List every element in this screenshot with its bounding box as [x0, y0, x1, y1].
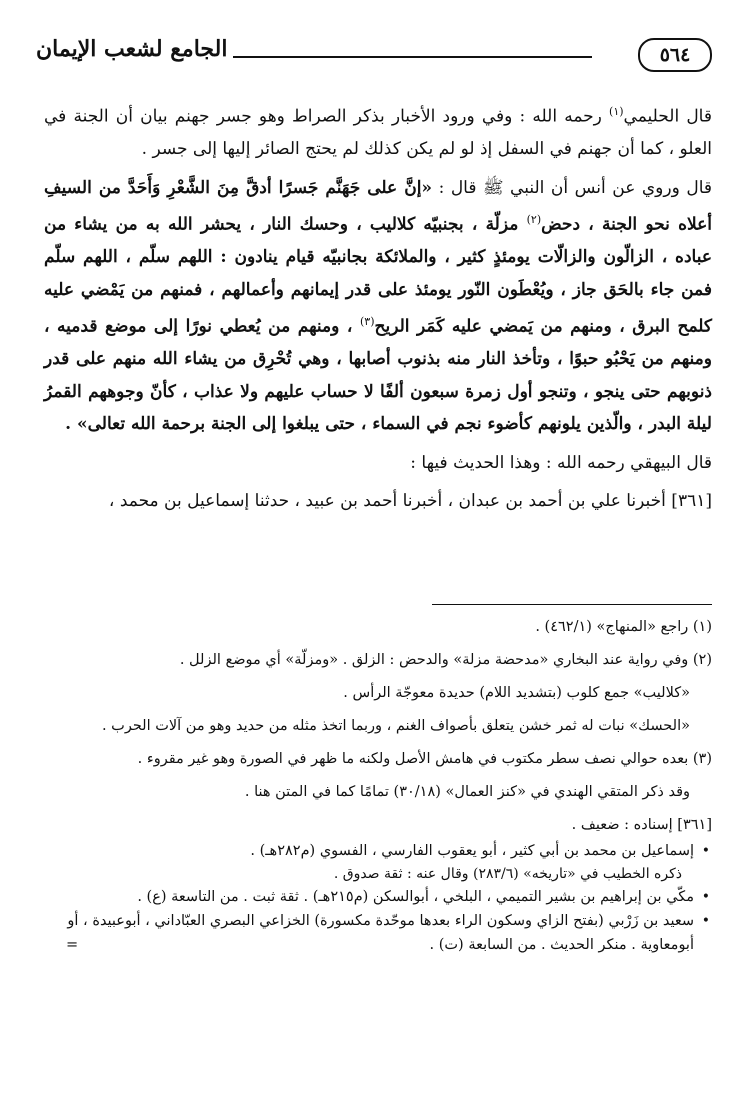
- list-item: [44, 885, 712, 909]
- paragraph-halimi: [44, 96, 712, 166]
- narrator-list: [44, 839, 712, 957]
- footnote-divider: [432, 604, 712, 605]
- footnote-ref-3: (٣): [359, 315, 375, 329]
- text-span: رحمه الله : وفي ورود الأخبار بذكر الصراط وهو جسر جهنم بيان أن الجنة في العلو ، كما أن جهنم في السفل إذ لو لم يكن كذلك لم يحتج الصائر إليها إلى جسر .: [44, 106, 712, 160]
- text-span: قال الحليمي: [623, 106, 712, 127]
- header-rule: [230, 56, 592, 58]
- footnote-3-kanz: وقد ذكر المتقي الهندي في «كنز العمال» (٣٠/١٨) تمامًا كما في المتن هنا .: [244, 784, 690, 800]
- isnad-heading: [٣٦١] إسناده : ضعيف .: [571, 817, 712, 833]
- list-item: [44, 839, 712, 863]
- footnote-ref-1: (١): [609, 105, 624, 118]
- hadith-text: مزلّة ، بجنبيّه كلاليب ، وحسك النار ، يحشر الله به من يشاء من عباده ، الزالّون والزالّات يومئذٍ كثير ، والملائكة بجانبيّه قيام ينادون : اللهم سلّم ، اللهم سلّم فمن جاء بالحَق جاز ، ويُعْطَون النّور يومئذ على قدر إيمانهم وأعمالهم ، فمنهم من يَمْضي عليه كلمح البرق ، ومنهم من يَمضي عليه كَمَر الريح: [44, 214, 712, 337]
- footnote-2-hasak: «الحسك» نبات له ثمر خشن يتعلق بأصواف الغنم ، وربما اتخذ مثله من حديد وهو من آلات الحرب .: [101, 718, 690, 734]
- hadith-text: ، ومنهم من يُعطي نورًا إلى موضع قدميه ، ومنهم من يَحْبُو حبوًا ، وتأخذ النار منه بذنوب أصابها ، وهي تُحْرِق من يشاء الله منهم على قدر ذنوبهم حتى ينجو ، وتنجو أول زمرة سبعون ألفًا لا حساب عليهم ولا عذاب ، كأنّ وجوههم القمرُ ليلة البدر ، والّذين يلونهم كأضوء نجم في السماء ، حتى يبلغوا إلى الجنة برحمة الله تعالى» .: [44, 316, 712, 435]
- narrator-text: إسماعيل بن محمد بن أبي كثير ، أبو يعقوب الفارسي ، الفسوي (م٢٨٢هـ) .: [250, 843, 694, 859]
- footnote-2-kalalib: «كلاليب» جمع كلوب (بتشديد اللام) حديدة معوجّة الرأس .: [343, 685, 690, 701]
- footnote-3: (٣) بعده حوالي نصف سطر مكتوب في هامش الأصل ولكنه ما ظهر في الصورة وهو غير مقروء .: [137, 751, 712, 767]
- paragraph-isnad: [٣٦١] أخبرنا علي بن أحمد بن عبدان ، أخبرنا أحمد بن عبيد ، حدثنا إسماعيل بن محمد ،: [108, 491, 712, 512]
- text-span: قال وروي عن أنس أن النبي ﷺ قال :: [432, 177, 712, 198]
- paragraph-bayhaqi: قال البيهقي رحمه الله : وهذا الحديث فيها :: [410, 452, 712, 473]
- list-item-sub: [44, 863, 712, 885]
- narrator-sub-note: ذكره الخطيب في «تاريخه» (٢٨٣/٦) وقال عنه : ثقة صدوق .: [333, 866, 682, 882]
- hadith-text: «إنَّ على جَهَنَّم جَسرًا أدقَّ مِنَ الشَّعْرِ وَأَحَدَّ من السيفِ أعلاه نحو الجنة ، دحض: [44, 177, 712, 235]
- bullet-icon: •: [701, 913, 710, 929]
- book-title: الجامع لشعب الإيمان: [30, 36, 233, 62]
- footnote-1: (١) راجع «المنهاج» (٤٦٢/١) .: [535, 619, 712, 635]
- footnote-2: (٢) وفي رواية عند البخاري «مدحضة مزلة» والدحض : الزلق . «ومزلّة» أي موضع الزلل .: [179, 652, 712, 668]
- narrator-text: سعيد بن زَرْبي (بفتح الزاي وسكون الراء بعدها موحّدة مكسورة) الخزاعي البصري العبّاداني ، أبوعبيدة ، أو أبومعاوية . منكر الحديث . من السابعة (ت) .: [67, 913, 694, 953]
- page-number: ٥٦٤: [638, 38, 712, 72]
- continuation-mark: =: [66, 937, 79, 953]
- footnotes: [44, 614, 712, 957]
- paragraph-hadith: [44, 172, 712, 441]
- list-item: [44, 909, 712, 957]
- main-text: [44, 96, 712, 518]
- narrator-text: مكّي بن إبراهيم بن بشير التميمي ، البلخي ، أبوالسكن (م٢١٥هـ) . ثقة ثبت . من التاسعة (ع) .: [137, 889, 694, 905]
- page-header: [30, 34, 712, 74]
- bullet-icon: •: [701, 889, 710, 905]
- footnote-ref-2: (٢): [526, 213, 542, 227]
- bullet-icon: •: [701, 843, 710, 859]
